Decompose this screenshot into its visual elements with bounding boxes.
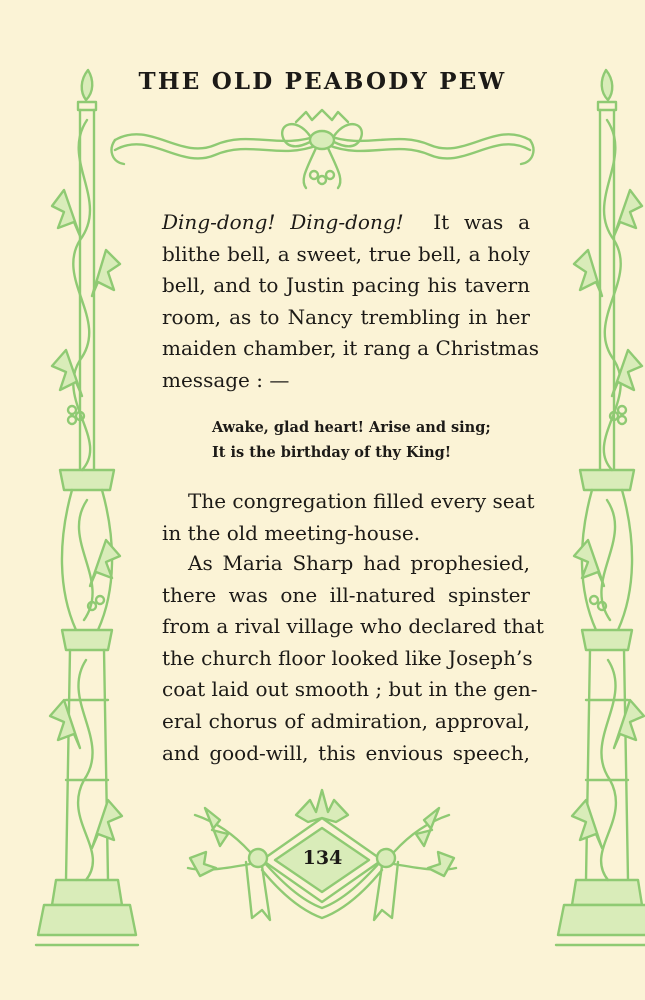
paragraph-2 [162, 486, 535, 549]
text-line: message : — [162, 367, 290, 392]
running-head-title: THE OLD PEABODY PEW [138, 68, 507, 95]
left-candle-ornament [36, 70, 138, 945]
text-line: eral chorus of admiration, approval, [162, 708, 530, 733]
text-line: from a rival village who declared that [162, 614, 544, 639]
verse-line: Awake, glad heart! Arise and sing; [212, 419, 491, 436]
text-line: coat laid out smooth ; but in the gen- [162, 677, 538, 702]
paragraph-3 [162, 548, 544, 769]
text-line: in the old meeting-house. [162, 520, 421, 545]
text-line: blithe bell, a sweet, true bell, a holy [162, 241, 530, 266]
text-line: the church floor looked like Joseph’s [162, 645, 533, 670]
right-candle-ornament [556, 70, 645, 945]
text-line: maiden chamber, it rang a Christmas [162, 336, 540, 361]
page-number: 134 [302, 847, 343, 869]
paragraph-1 [162, 207, 540, 397]
text-line: room, as to Nancy trembling in her [162, 304, 530, 329]
text-line: Ding-dong! Ding-dong! It was a [162, 210, 530, 234]
verse-quote [212, 415, 491, 465]
text-line: The congregation filled every seat [188, 489, 535, 513]
verse-line: It is the birthday of thy King! [212, 444, 452, 461]
text-line: there was one ill-natured spinster [162, 582, 530, 607]
text-line: and good-will, this envious speech, [162, 740, 530, 765]
emphasis-bells: Ding-dong! Ding-dong! [162, 210, 404, 234]
text-line: As Maria Sharp had prophesied, [188, 551, 530, 575]
text-line: bell, and to Justin pacing his tavern [162, 273, 530, 298]
top-ribbon-bow-ornament [112, 110, 534, 188]
